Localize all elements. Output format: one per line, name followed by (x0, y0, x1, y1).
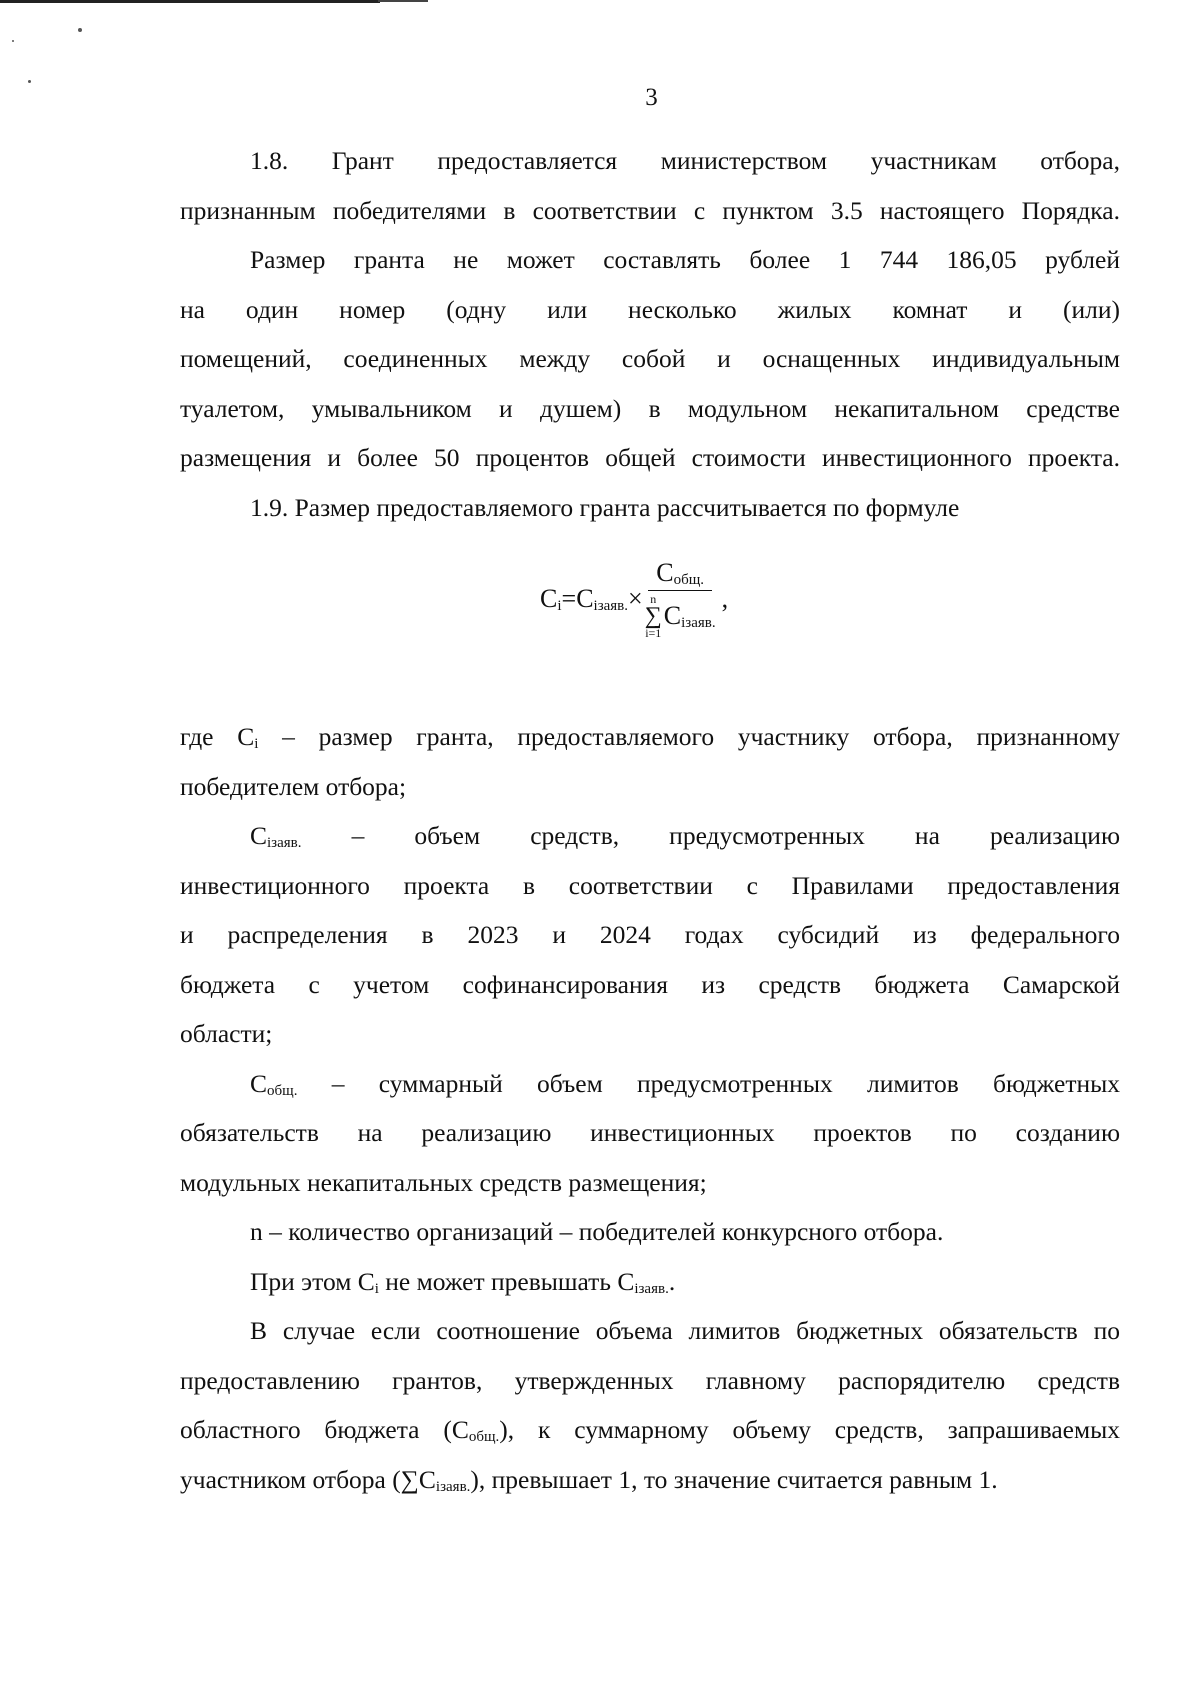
text-line: бюджета с учетом софинансирования из средств бюджета Самарской (180, 969, 1120, 999)
text-line: обязательств на реализацию инвестиционных проектов по созданию (180, 1118, 1120, 1147)
page-number: 3 (645, 84, 658, 111)
text-line: размещения и более 50 процентов общей стоимости инвестиционного проекта. (180, 443, 1120, 472)
text-line: областного бюджета $(C_{общ.})$, к суммарному объему средств, запрашиваемых (180, 1415, 1120, 1445)
text-line: победителем отбора; (180, 771, 407, 801)
text-line: участником отбора $(\sum C_{iзаяв.})$, превышает 1, то значение считается равным 1. (180, 1464, 998, 1495)
text-line: n – количество организаций – победителей конкурсного отбора. (250, 1217, 944, 1246)
text-line: При этом $C_i$ не может превышать $C_{iзаяв.}$. (250, 1266, 676, 1297)
text-line: помещений, соединенных между собой и оснащенных индивидуальным (180, 344, 1120, 373)
text-line: Размер гранта не может составлять более 1 744 186,05 рублей (250, 245, 1120, 274)
formula-times: × (628, 583, 643, 613)
text-line: признанным победителями в соответствии с пунктом 3.5 настоящего Порядка. (180, 195, 1120, 225)
formula-term: $C_{iзаяв.}$ (576, 583, 629, 614)
document-body (180, 136, 1120, 1504)
text-line: на один номер (одну или несколько жилых комнат и (или) (180, 294, 1120, 324)
text-line: предоставлению грантов, утвержденных главному распорядителю средств (180, 1365, 1120, 1395)
text-line: $C_{общ.}$ – суммарный объем предусмотренных лимитов бюджетных (250, 1068, 1120, 1099)
text-line: В случае если соотношение объема лимитов бюджетных обязательств по (250, 1316, 1120, 1345)
text-line: и распределения в 2023 и 2024 годах субсидий из федерального (180, 920, 1120, 949)
grant-formula (180, 532, 1120, 712)
formula-comma: , (721, 583, 729, 613)
sum-operator: n ∑ i=1 (644, 592, 662, 640)
text-line: области; (180, 1019, 273, 1048)
scan-edge-line (0, 0, 380, 3)
text-line: инвестиционного проекта в соответствии с Правилами предоставления (180, 870, 1120, 900)
formula-fraction (645, 558, 716, 639)
text-line: 1.8. Грант предоставляется министерством участникам отбора, (250, 146, 1120, 175)
formula-equals: = (561, 583, 577, 613)
fraction-numerator: $C_{общ.}$ (648, 558, 712, 591)
formula-term: $C_i$ (540, 583, 562, 614)
text-line: 1.9. Размер предоставляемого гранта рассчитывается по формуле (250, 492, 960, 522)
scan-edge-line (378, 0, 428, 2)
scan-speck (78, 28, 82, 32)
text-line: $C_{iзаяв.}$ – объем средств, предусмотренных на реализацию (250, 821, 1120, 851)
scan-speck (28, 80, 31, 83)
fraction-denominator: n ∑ i=1 $C_{iзаяв.}$ (644, 592, 716, 640)
text-line: где $C_i$ – размер гранта, предоставляемого участнику отбора, признанному (180, 722, 1120, 752)
scan-speck (12, 40, 14, 42)
text-line: модульных некапитальных средств размещения; (180, 1167, 707, 1197)
text-line: туалетом, умывальником и душем) в модульном некапитальном средстве (180, 393, 1120, 423)
